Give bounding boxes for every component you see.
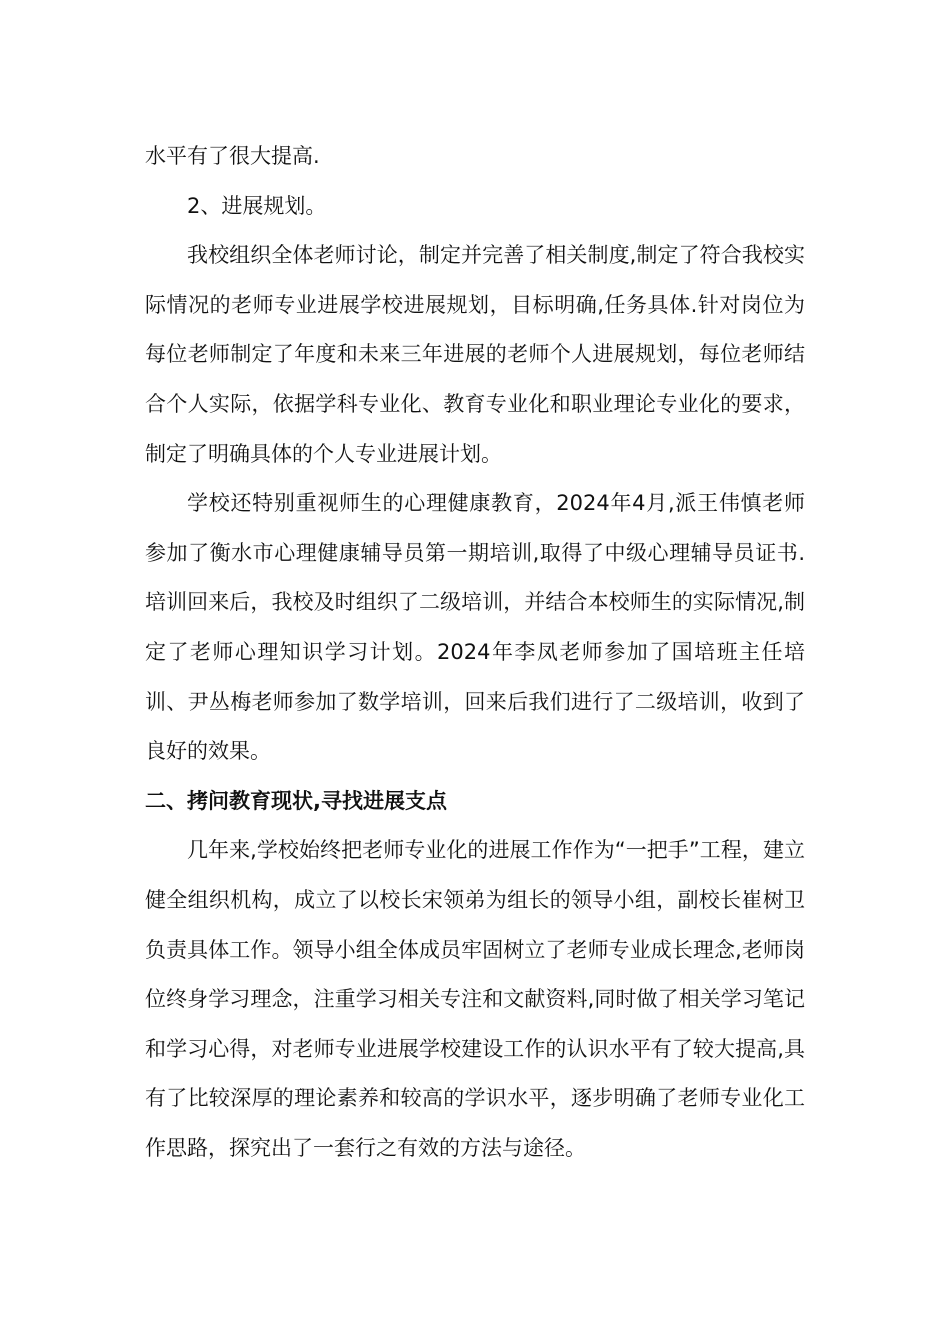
paragraph-mental-health: 学校还特别重视师生的心理健康教育，2024年4月,派王伟慎老师参加了衡水市心理健康辅导员第一期培训,取得了中级心理辅导员证书.培训回来后，我校及时组织了二级培训，并结合本校师生的实际情况,制定了老师心理知识学习计划。2024年李凤老师参加了国培班主任培训、尹丛梅老师参加了数学培训，回来后我们进行了二级培训，收到了良好的效果。	[145, 491, 805, 764]
paragraph-leadership: 几年来,学校始终把老师专业化的进展工作作为“一把手”工程，建立健全组织机构，成立了以校长宋领弟为组长的领导小组，副校长崔树卫负责具体工作。领导小组全体成员牢固树立了老师专业成长理念,老师岗位终身学习理念，注重学习相关专注和文献资料,同时做了相关学习笔记和学习心得，对老师专业进展学校建设工作的认识水平有了较大提高,具有了比较深厚的理论素养和较高的学识水平，逐步明确了老师专业化工作思路，探究出了一套行之有效的方法与途径。	[145, 838, 805, 1160]
paragraph-section-number: 2、进展规划。	[187, 193, 327, 218]
document-body	[145, 132, 805, 1173]
section-heading: 二、拷问教育现状,寻找进展支点	[145, 788, 447, 813]
paragraph-continuation: 水平有了很大提高.	[145, 144, 320, 168]
paragraph-development-plan: 我校组织全体老师讨论，制定并完善了相关制度,制定了符合我校实际情况的老师专业进展学校进展规划，目标明确,任务具体.针对岗位为每位老师制定了年度和未来三年进展的老师个人进展规划，每位老师结合个人实际，依据学科专业化、教育专业化和职业理论专业化的要求，制定了明确具体的个人专业进展计划。	[145, 243, 805, 466]
